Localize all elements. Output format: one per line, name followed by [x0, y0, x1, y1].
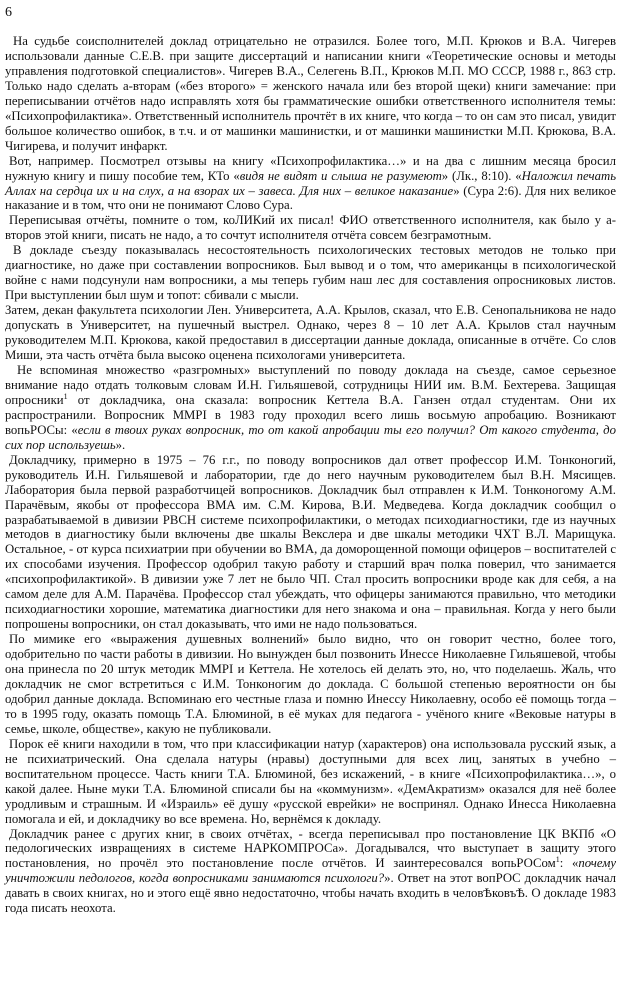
footnote-marker: 1 [555, 855, 560, 865]
paragraph [5, 213, 616, 243]
paragraph [5, 154, 616, 214]
paragraph [5, 737, 616, 827]
text-run: : « [559, 856, 579, 871]
paragraph [5, 34, 616, 154]
text-run: Докладчик ранее с других книг, в своих отчётах, - всегда переписывал про постановление ЦК ВКПб «О педологических извращениях в системе НАРКОМПРОСа». Догадывался, что выступает в защиту этого постановления, но прочёл это постановление после отчётов. И заинтересовался вопьРОСом [5, 826, 616, 871]
text-run: По мимике его «выражения душевных волнений» было видно, что он говорит честно, более того, одобрительно по части работы в дивизии. Но вынужден был позвонить Инессе Николаевне Гильяшевой, чтобы она принесла по 20 штук методик MMPI и Кеттела. Не хотелось ей делать это, но, что поделаешь. Жаль, что докладчик не смог встретиться с И.М. Тонконогим до доклада. С большой степенью вероятности он бы одобрил данные доклада. Вспоминаю его честные глаза и помню Инессу Николаевну, особо её помощь тогда – то в 1995 году, оказать помощь Т.А. Блюминой, в её муках для педагога - учёного книге «Вековые натуры в семье, школе, обществе», какую не публиковали. [5, 632, 616, 736]
text-run: Переписывая отчёты, помните о том, коЛИКий их писал! ФИО ответственного исполнителя, как было у а-второв этой книги, писать не надо, а то сочтут исполнителя отчёта совсем безграмотным. [5, 213, 616, 243]
text-run: Не вспоминая множество «разгромных» выступлений по поводу доклада на съезде, самое серьезное внимание надо отдать толковым словам И.Н. Гильяшевой, сотрудницы НИИ им. В.М. Бехтерева. Защищая опросники [5, 362, 616, 407]
text-run: Затем, декан факультета психологии Лен. Университета, А.А. Крылов, сказал, что Е.В. Сенопальникова не надо допускать в Университет, на пушечный выстрел. Однако, через 8 – 10 лет А.А. Крылов стал научным руководителем М.П. Крюкова, какой предоставил в диссертации данные доклада, описанные в отчёте. Со слов Миши, эта часть отчёта была высоко оценена психологами университета. [5, 303, 616, 363]
text-run: Порок её книги находили в том, что при классификации натур (характеров) она использовала русский язык, а не психиатрический. Она сделала натуры (нравы) доступными для всех лиц, занятых в учебно – воспитательном процессе. Часть книги Т.А. Блюминой, без искажений, - в книге «Психопрофилактика…», о какой далее. Ныне муки Т.А. Блюминой списали бы на «коммунизм». «ДемАкратизм» оказался для неё более уродливым и страшным. И «Израиль» её душу «русской еврейки» не воспринял. Однако Инесса Николаевна помогала и ей, и докладчику во все времена. Но, вернёмся к докладу. [5, 736, 616, 826]
text-run: Вот, например. Посмотрел отзывы на книгу «Психопрофилактика…» и на два с лишним месяца бросил нужную книгу и пишу пособие тем, КТо « [5, 153, 616, 183]
text-run: ». Ответ на этот вопРОС докладчик начал давать в своих книгах, но и этого ещё явно недостаточно, чтобы начать входить в человѢковъѢ. О докладе 1983 года писать неохота. [5, 871, 617, 916]
text-run: от докладчика, она сказала: вопросник Кеттела В.А. Ганзен отдал студентам. Они их распространили. Вопросник MMPI в 1983 году проходил всего лишь восьмую апробацию. Возникают вопьРОСы: « [5, 392, 616, 437]
text-run: » (Сура 2:6). Для них великое наказание и в том, что они не понимают Слово Сура. [5, 183, 616, 213]
paragraph [5, 632, 616, 737]
text-run: Докладчику, примерно в 1975 – 76 г.г., по поводу вопросников дал ответ профессор И.М. Тонконогий, руководитель И.Н. Гильяшевой и лаборатории, где до него научным руководителем был В.Н. Мясищев. Лаборатория была первой разработчицей вопросников. Докладчик был отправлен к И.М. Тонконогому А.М. Парачёвым, якобы от профессора ВМА им. С.М. Кирова, В.И. Медведева. Когда докладчик сообщил о разрабатываемой в дивизии РВСН системе психопрофилактики, о методах психодиагностики, где из научных методов в диагностику были включены две шкалы Векслера и две шкалы методики ЧХТ В.Л. Марищука. Остальное, - от курса психиатрии при обучении во ВМА, да доморощенной помощи офицеров – воспитателей с их способами изучения. Профессор одобрил такую работу и старший врач полка поверил, что занимается «психопрофилактикой». В дивизии уже 7 лет не было ЧП. Стал просить вопросники вроде как для себя, а на самом деле для А.М. Парачёва. Профессор стал убеждать, что офицеры занимаются правильно, что методики психодиагностики хорошие, математика диагностики для него знакома и она – правильная. Когда у него были попрошены вопросники, он стал доказывать, что ими не надо пользоваться. [5, 452, 616, 632]
text-run: » (Лк., 8:10). « [441, 168, 522, 183]
document-body [5, 34, 616, 916]
paragraph [5, 363, 616, 453]
paragraph [5, 453, 616, 632]
page-number: 6 [5, 5, 12, 20]
paragraph [5, 827, 616, 917]
footnote-marker: 1 [63, 391, 68, 401]
text-run: В докладе съезду показывалась несостоятельность психологических тестовых методов не только при диагностике, но даже при составлении вопросников. Был вывод и о том, что американцы в психологической войне с нами подсунули нам вопросники, а мы теперь губим наш лес для составления опросниковых листов. При выступлении был шум и топот: сбивали с мысли. [5, 243, 616, 303]
text-run: На судьбе соисполнителей доклад отрицательно не отразился. Более того, М.П. Крюков и В.А. Чигерев использовали данные С.Е.В. при защите диссертаций и написании книги «Теоретические основы и методы управления подготовкой специалистов». Чигерев В.А., Селегень В.П., Крюков М.П. МО СССР, 1988 г., 863 стр. Только надо сделать а-вторам («без второго» = женского начала или без второй щеки) книги замечание: при переписывании отчётов надо исправлять хотя бы грамматические ошибки ответственного исполнителя темы: «Психопрофилактика». Ответственный исполнитель прочтёт в их книге, что когда – то он сам это писал, увидит большое количество ошибок, в т.ч. и от машинки машинистки, и от машинки машинистки М.П. Крюкова, В.А. Чигирева, и получит инфаркт. [5, 34, 616, 153]
italic-quote: если в твоих руках вопросник, то от какой апробации ты его получил? От какого студента, до сих пор используешь [5, 422, 617, 452]
italic-quote: почему уничтожили педологов, когда вопросниками занимаются психологи? [5, 856, 616, 886]
italic-quote: видя не видят и слыша не разумеют [239, 168, 442, 183]
paragraph [5, 303, 616, 363]
paragraph [5, 243, 616, 303]
italic-quote: Наложил печать Аллах на сердца их и на слух, а на взорах их – завеса. Для них – великое наказание [5, 168, 616, 198]
text-run: ». [115, 437, 126, 452]
